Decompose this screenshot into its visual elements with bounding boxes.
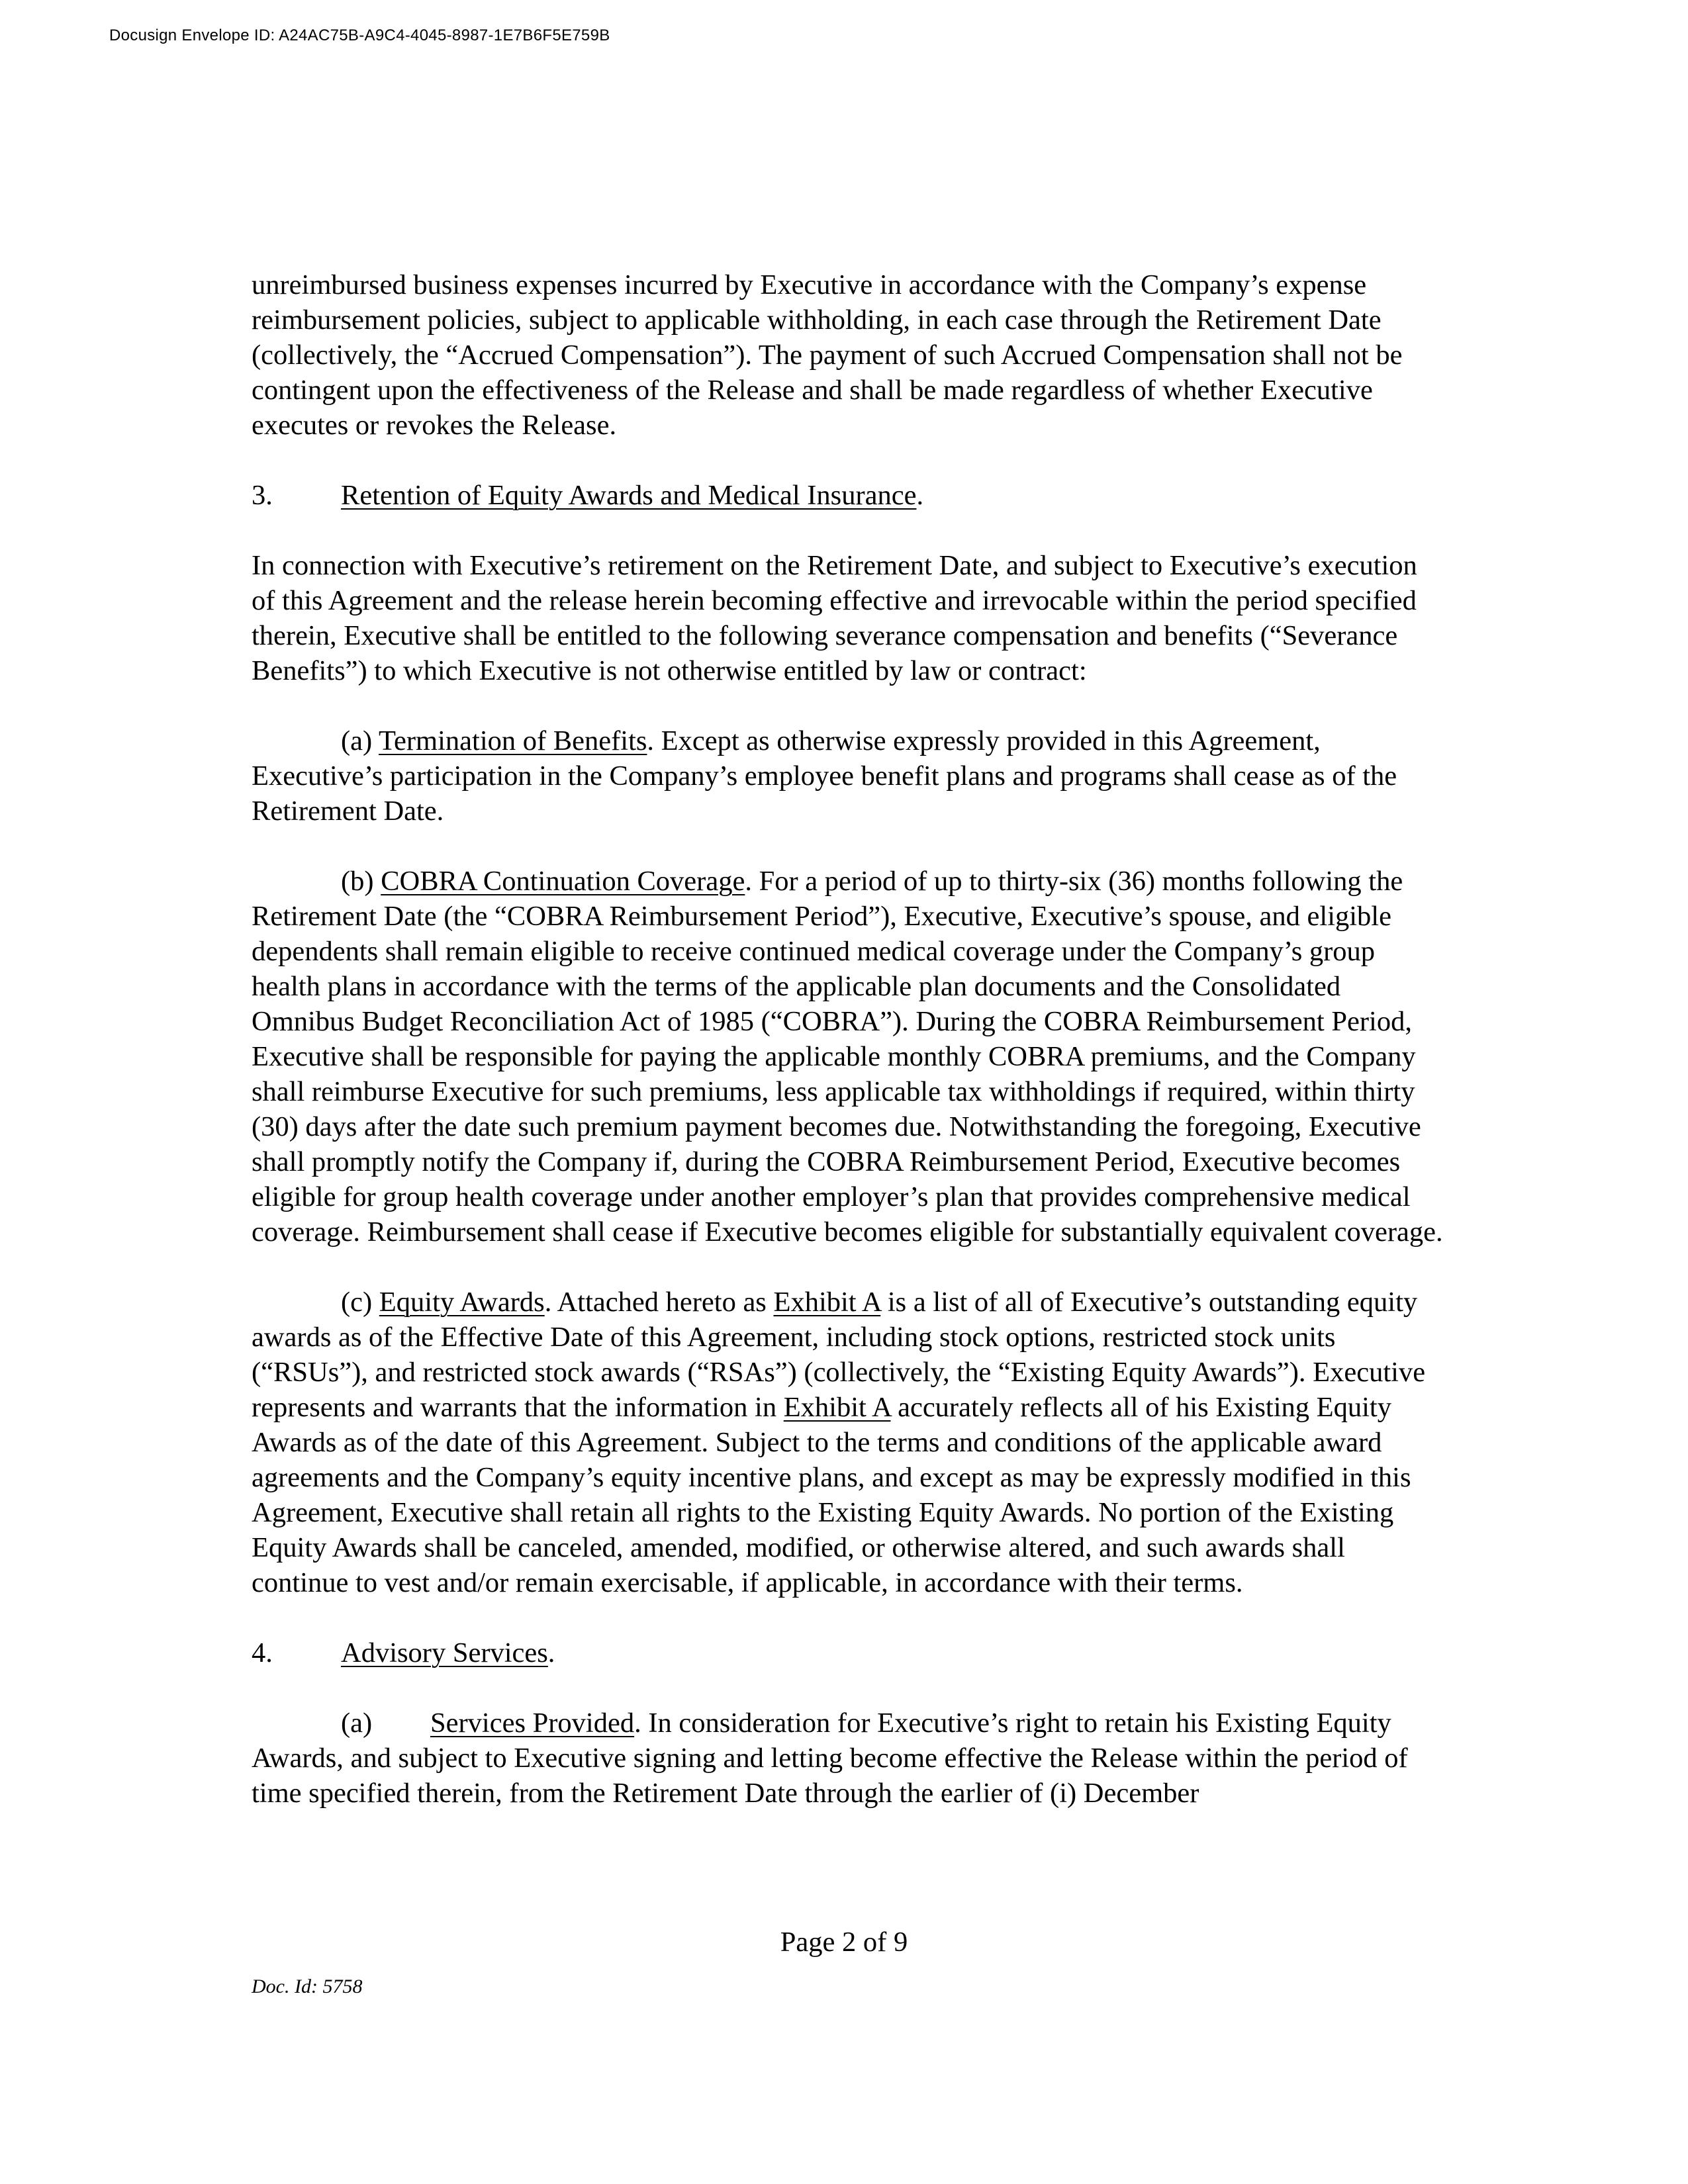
section-4-title: Advisory Services [341, 1637, 548, 1668]
doc-id: Doc. Id: 5758 [252, 1976, 363, 1997]
section-3a-title: Termination of Benefits [379, 725, 647, 756]
section-3a-paragraph [252, 723, 1443, 829]
exhibit-a-reference-1: Exhibit A [773, 1287, 881, 1318]
section-3c-title: Equity Awards [379, 1287, 545, 1318]
section-3a-label: (a) [341, 725, 379, 756]
section-3-title: Retention of Equity Awards and Medical Insurance [341, 480, 917, 511]
section-3c-paragraph [252, 1285, 1443, 1600]
section-3c-text-2: is a list of all of Executive’s outstanding equity awards as of the Effective Date of this Agreement, including stock options, restricted stock units (“RSUs”), and restricted stock awards (“RSAs”) (collectively, the “Existing Equity Awards”). Executive represents and warrants that the information in [252, 1287, 1426, 1423]
intro-paragraph: unreimbursed business expenses incurred by Executive in accordance with the Company’s expense reimbursement policies, subject to applicable withholding, in each case through the Retirement Date (collectively, the “Accrued Compensation”). The payment of such Accrued Compensation shall not be contingent upon the effectiveness of the Release and shall be made regardless of whether Executive executes or revokes the Release. [252, 269, 1403, 441]
section-3b-text: . For a period of up to thirty-six (36) months following the Retirement Date (the “COBRA Reimbursement Period”), Executive, Executive’s spouse, and eligible dependents shall remain eligible to receive continued medical coverage under the Company’s group health plans in accordance with the terms of the applicable plan documents and the Consolidated Omnibus Budget Reconciliation Act of 1985 (“COBRA”). During the COBRA Reimbursement Period, Executive shall be responsible for paying the applicable monthly COBRA premiums, and the Company shall reimburse Executive for such premiums, less applicable tax withholdings if required, within thirty (30) days after the date such premium payment becomes due. Notwithstanding the foregoing, Executive shall promptly notify the Company if, during the COBRA Reimbursement Period, Executive becomes eligible for group health coverage under another employer’s plan that provides comprehensive medical coverage. Reimbursement shall cease if Executive becomes eligible for substantially equivalent coverage. [252, 866, 1443, 1248]
envelope-id: Docusign Envelope ID: A24AC75B-A9C4-4045-8987-1E7B6F5E759B [109, 26, 610, 44]
section-4-title-end: . [547, 1637, 555, 1668]
page-number: Page 2 of 9 [780, 1927, 908, 1958]
section-3b-paragraph [252, 864, 1443, 1250]
section-3c-label: (c) [341, 1287, 379, 1318]
section-3-intro: In connection with Executive’s retirement on the Retirement Date, and subject to Executive’s execution of this Agreement and the release herein becoming effective and irrevocable within the period specified therein, Executive shall be entitled to the following severance compensation and benefits (“Severance Benefits”) to which Executive is not otherwise entitled by law or contract: [252, 550, 1417, 686]
section-3c-text-1: . Attached hereto as [544, 1287, 774, 1318]
section-4a-paragraph [252, 1706, 1443, 1811]
section-4-number: 4. [252, 1637, 273, 1668]
document-body [252, 267, 1443, 1811]
section-3-title-end: . [916, 480, 924, 511]
section-4a-text: . In consideration for Executive’s right to retain his Existing Equity Awards, and subject to Executive signing and letting become effective the Release within the period of time specified therein, from the Retirement Date through the earlier of (i) December [252, 1707, 1408, 1809]
exhibit-a-reference-2: Exhibit A [783, 1392, 891, 1423]
section-3c-text-3: accurately reflects all of his Existing Equity Awards as of the date of this Agreement. Subject to the terms and conditions of the applicable award agreements and the Company’s equity incentive plans, and except as may be expressly modified in this Agreement, Executive shall retain all rights to the Existing Equity Awards. No portion of the Existing Equity Awards shall be canceled, amended, modified, or otherwise altered, and such awards shall continue to vest and/or remain exercisable, if applicable, in accordance with their terms. [252, 1392, 1411, 1598]
section-3-number: 3. [252, 480, 273, 511]
section-4a-label: (a) [341, 1707, 373, 1739]
section-3b-title: COBRA Continuation Coverage [381, 866, 745, 897]
section-4-heading [252, 1635, 1443, 1670]
section-3b-label: (b) [341, 866, 381, 897]
section-3a-text: . Except as otherwise expressly provided in this Agreement, Executive’s participation in the Company’s employee benefit plans and programs shall cease as of the Retirement Date. [252, 725, 1397, 827]
section-3-heading [252, 478, 1443, 513]
section-4a-title: Services Provided [430, 1707, 635, 1739]
